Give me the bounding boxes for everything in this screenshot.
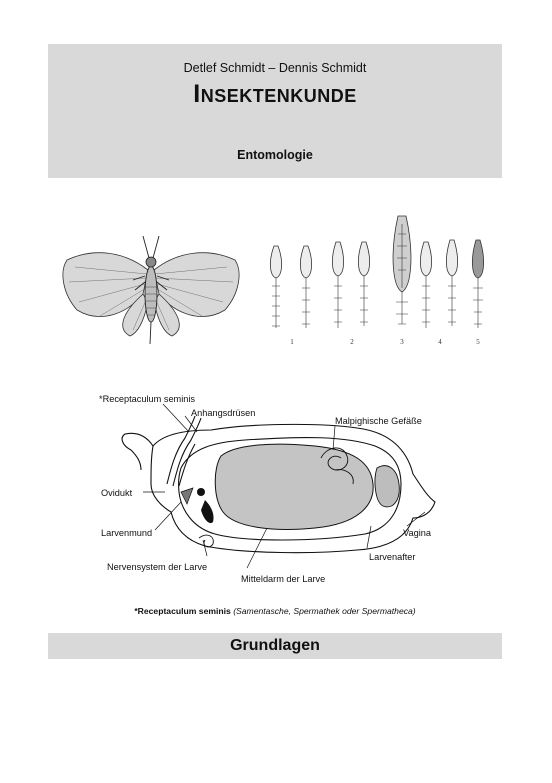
antenna-number-2: 2 [350, 338, 354, 346]
moth-illustration [55, 232, 245, 352]
label-larvenmund: Larvenmund [101, 528, 153, 538]
label-anhangsdruesen: Anhangsdrüsen [191, 408, 256, 418]
antenna-number-5: 5 [476, 338, 480, 346]
footer-bar [48, 633, 502, 659]
authors: Detlef Schmidt – Dennis Schmidt [183, 61, 367, 75]
antenna-number-3: 3 [400, 338, 404, 346]
antenna-number-4: 4 [438, 338, 442, 346]
antennae-illustration [262, 212, 500, 352]
caption-term: *Receptaculum seminis [134, 606, 231, 616]
label-ovidukt: Ovidukt [101, 488, 133, 498]
label-larvenafter: Larvenafter [369, 552, 416, 562]
diagram-caption [48, 606, 502, 616]
label-vagina: Vagina [403, 528, 431, 538]
label-nervensystem: Nervensystem der Larve [107, 562, 208, 572]
antenna-number-1: 1 [290, 338, 294, 346]
label-malpighische-gefaesse: Malpighische Gefäße [335, 416, 422, 426]
anatomy-diagram [95, 388, 455, 593]
footer-label: Grundlagen [230, 637, 320, 654]
label-mitteldarm: Mitteldarm der Larve [241, 574, 326, 584]
book-title: Insektenkunde [193, 80, 357, 108]
book-subtitle: Entomologie [237, 148, 313, 162]
caption-synonyms: (Samentasche, Spermathek oder Spermatheca) [233, 606, 416, 616]
label-receptaculum: *Receptaculum seminis [99, 394, 195, 404]
title-block [48, 44, 502, 178]
